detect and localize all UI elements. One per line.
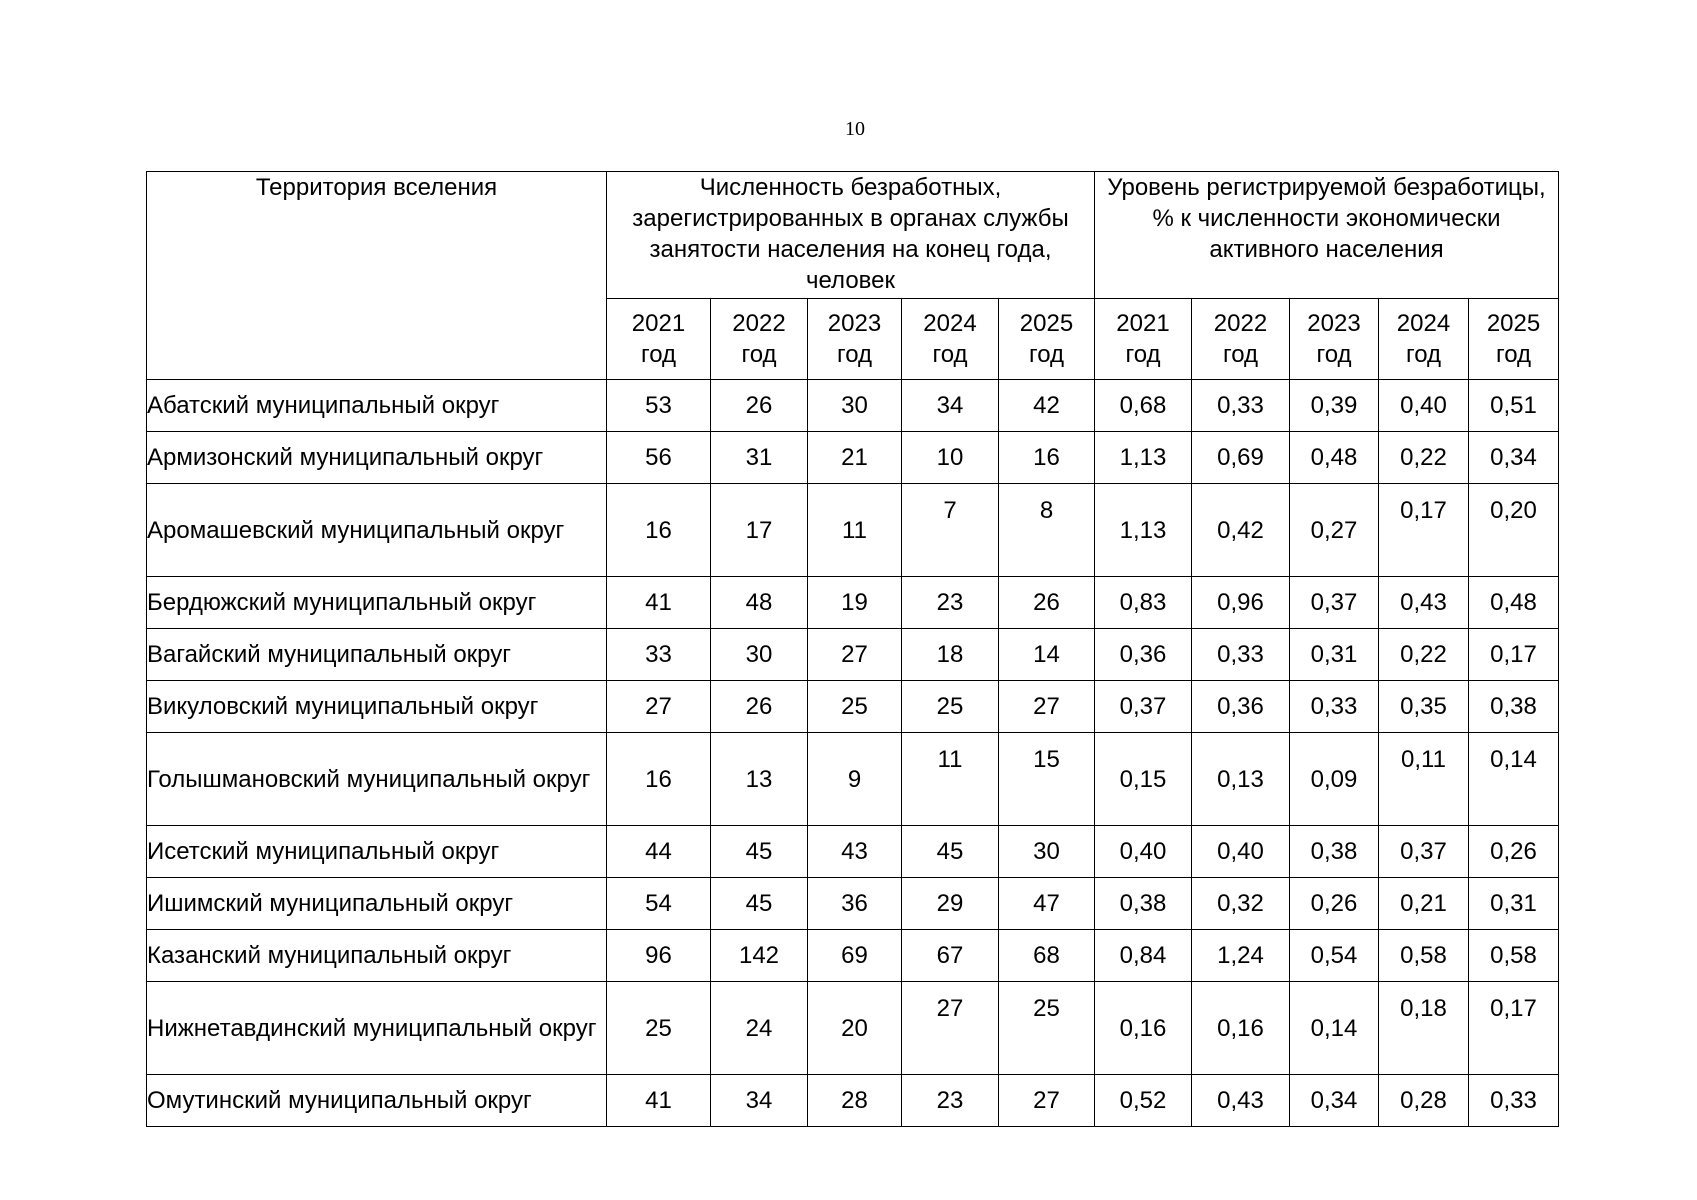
- count-cell-2024: 10: [902, 432, 999, 484]
- count-cell-2024: 11: [902, 733, 999, 826]
- rate-cell-2025: 0,17: [1469, 629, 1559, 681]
- territory-name: Ишимский муниципальный округ: [147, 878, 607, 930]
- territory-name: Голышмановский муниципальный округ: [147, 733, 607, 826]
- table-row: [147, 380, 1559, 432]
- rate-cell-2022: 0,43: [1192, 1075, 1290, 1127]
- count-cell-2024: 67: [902, 930, 999, 982]
- header-rate-year-2023: [1290, 299, 1379, 380]
- count-cell-2022: 30: [711, 629, 808, 681]
- rate-cell-2021: 0,36: [1095, 629, 1192, 681]
- rate-cell-2023: 0,26: [1290, 878, 1379, 930]
- count-cell-2021: 25: [607, 982, 711, 1075]
- year-label: 2025: [1019, 310, 1074, 337]
- count-cell-2021: 16: [607, 484, 711, 577]
- count-cell-2023: 30: [808, 380, 902, 432]
- count-cell-2025: 27: [999, 681, 1095, 733]
- count-cell-2023: 20: [808, 982, 902, 1075]
- rate-cell-2022: 0,32: [1192, 878, 1290, 930]
- rate-cell-2022: 0,96: [1192, 577, 1290, 629]
- table-row: [147, 432, 1559, 484]
- rate-cell-2025: 0,20: [1469, 484, 1559, 577]
- count-cell-2025: 25: [999, 982, 1095, 1075]
- rate-cell-2024: 0,17: [1379, 484, 1469, 577]
- rate-cell-2022: 0,42: [1192, 484, 1290, 577]
- year-unit: год: [1495, 341, 1532, 368]
- header-unemployed-count: Численность безработных, зарегистрированных в органах службы занятости населения на конец года, человек: [607, 172, 1095, 299]
- header-unemployment-rate: Уровень регистрируемой безработицы, % к численности экономически активного населения: [1095, 172, 1559, 299]
- page-number: 10: [845, 118, 865, 140]
- header-row-groups: [147, 172, 1559, 299]
- count-cell-2022: 24: [711, 982, 808, 1075]
- count-cell-2022: 45: [711, 878, 808, 930]
- table-row: [147, 577, 1559, 629]
- table-row: [147, 681, 1559, 733]
- rate-cell-2025: 0,58: [1469, 930, 1559, 982]
- year-unit: год: [1405, 341, 1442, 368]
- rate-cell-2023: 0,33: [1290, 681, 1379, 733]
- year-label: 2022: [1213, 310, 1268, 337]
- count-cell-2025: 30: [999, 826, 1095, 878]
- count-cell-2025: 47: [999, 878, 1095, 930]
- header-count-year-2023: [808, 299, 902, 380]
- territory-name: Бердюжский муниципальный округ: [147, 577, 607, 629]
- count-cell-2023: 9: [808, 733, 902, 826]
- rate-cell-2021: 0,16: [1095, 982, 1192, 1075]
- year-unit: год: [1222, 341, 1259, 368]
- rate-cell-2022: 0,40: [1192, 826, 1290, 878]
- rate-cell-2021: 0,83: [1095, 577, 1192, 629]
- count-cell-2024: 23: [902, 577, 999, 629]
- rate-cell-2025: 0,17: [1469, 982, 1559, 1075]
- count-cell-2022: 17: [711, 484, 808, 577]
- count-cell-2021: 96: [607, 930, 711, 982]
- count-cell-2025: 27: [999, 1075, 1095, 1127]
- rate-cell-2022: 0,69: [1192, 432, 1290, 484]
- rate-cell-2025: 0,14: [1469, 733, 1559, 826]
- count-cell-2024: 34: [902, 380, 999, 432]
- header-rate-year-2021: [1095, 299, 1192, 380]
- rate-cell-2024: 0,21: [1379, 878, 1469, 930]
- count-cell-2022: 26: [711, 380, 808, 432]
- year-unit: год: [741, 341, 777, 368]
- count-cell-2022: 13: [711, 733, 808, 826]
- year-unit: год: [1125, 341, 1161, 368]
- count-cell-2021: 44: [607, 826, 711, 878]
- rate-cell-2022: 0,33: [1192, 629, 1290, 681]
- table-row: [147, 733, 1559, 826]
- year-label: 2023: [1307, 310, 1361, 337]
- year-unit: год: [836, 341, 873, 368]
- rate-cell-2021: 0,84: [1095, 930, 1192, 982]
- count-cell-2021: 41: [607, 577, 711, 629]
- count-cell-2022: 48: [711, 577, 808, 629]
- count-cell-2024: 18: [902, 629, 999, 681]
- count-cell-2023: 28: [808, 1075, 902, 1127]
- rate-cell-2024: 0,58: [1379, 930, 1469, 982]
- rate-cell-2021: 1,13: [1095, 484, 1192, 577]
- rate-cell-2023: 0,39: [1290, 380, 1379, 432]
- count-cell-2022: 34: [711, 1075, 808, 1127]
- count-cell-2025: 15: [999, 733, 1095, 826]
- territory-name: Нижнетавдинский муниципальный округ: [147, 982, 607, 1075]
- territory-name: Аромашевский муниципальный округ: [147, 484, 607, 577]
- header-count-year-2025: [999, 299, 1095, 380]
- table-row: [147, 930, 1559, 982]
- rate-cell-2022: 0,16: [1192, 982, 1290, 1075]
- year-label: 2021: [1116, 310, 1170, 337]
- count-cell-2022: 26: [711, 681, 808, 733]
- count-cell-2024: 45: [902, 826, 999, 878]
- rate-cell-2024: 0,43: [1379, 577, 1469, 629]
- header-rate-year-2025: [1469, 299, 1559, 380]
- year-label: 2024: [923, 310, 977, 337]
- rate-cell-2024: 0,22: [1379, 629, 1469, 681]
- count-cell-2025: 42: [999, 380, 1095, 432]
- count-cell-2023: 21: [808, 432, 902, 484]
- table-row: [147, 826, 1559, 878]
- rate-cell-2023: 0,09: [1290, 733, 1379, 826]
- header-count-year-2022: [711, 299, 808, 380]
- rate-cell-2023: 0,31: [1290, 629, 1379, 681]
- rate-cell-2023: 0,34: [1290, 1075, 1379, 1127]
- count-cell-2025: 14: [999, 629, 1095, 681]
- count-cell-2024: 23: [902, 1075, 999, 1127]
- count-cell-2024: 29: [902, 878, 999, 930]
- rate-cell-2025: 0,48: [1469, 577, 1559, 629]
- header-rate-year-2024: [1379, 299, 1469, 380]
- count-cell-2021: 16: [607, 733, 711, 826]
- territory-name: Викуловский муниципальный округ: [147, 681, 607, 733]
- territory-name: Исетский муниципальный округ: [147, 826, 607, 878]
- rate-cell-2024: 0,35: [1379, 681, 1469, 733]
- count-cell-2024: 7: [902, 484, 999, 577]
- table-row: [147, 982, 1559, 1075]
- year-unit: год: [1028, 341, 1065, 368]
- header-count-year-2021: [607, 299, 711, 380]
- year-unit: год: [640, 341, 677, 368]
- count-cell-2023: 25: [808, 681, 902, 733]
- header-count-year-2024: [902, 299, 999, 380]
- count-cell-2023: 69: [808, 930, 902, 982]
- rate-cell-2024: 0,40: [1379, 380, 1469, 432]
- rate-cell-2022: 0,33: [1192, 380, 1290, 432]
- count-cell-2023: 36: [808, 878, 902, 930]
- rate-cell-2025: 0,31: [1469, 878, 1559, 930]
- count-cell-2024: 25: [902, 681, 999, 733]
- rate-cell-2025: 0,38: [1469, 681, 1559, 733]
- count-cell-2021: 54: [607, 878, 711, 930]
- header-rate-year-2022: [1192, 299, 1290, 380]
- table-row: [147, 629, 1559, 681]
- rate-cell-2023: 0,14: [1290, 982, 1379, 1075]
- count-cell-2025: 8: [999, 484, 1095, 577]
- rate-cell-2024: 0,37: [1379, 826, 1469, 878]
- rate-cell-2023: 0,38: [1290, 826, 1379, 878]
- count-cell-2021: 27: [607, 681, 711, 733]
- rate-cell-2021: 0,52: [1095, 1075, 1192, 1127]
- count-cell-2022: 45: [711, 826, 808, 878]
- rate-cell-2025: 0,51: [1469, 380, 1559, 432]
- rate-cell-2021: 1,13: [1095, 432, 1192, 484]
- rate-cell-2023: 0,37: [1290, 577, 1379, 629]
- rate-cell-2021: 0,15: [1095, 733, 1192, 826]
- year-label: 2025: [1486, 310, 1541, 337]
- count-cell-2021: 56: [607, 432, 711, 484]
- rate-cell-2025: 0,26: [1469, 826, 1559, 878]
- rate-cell-2024: 0,18: [1379, 982, 1469, 1075]
- territory-name: Армизонский муниципальный округ: [147, 432, 607, 484]
- territory-name: Омутинский муниципальный округ: [147, 1075, 607, 1127]
- unemployment-table: [146, 171, 1559, 1127]
- table-body: [147, 380, 1559, 1127]
- rate-cell-2021: 0,68: [1095, 380, 1192, 432]
- rate-cell-2022: 0,13: [1192, 733, 1290, 826]
- count-cell-2023: 27: [808, 629, 902, 681]
- rate-cell-2022: 0,36: [1192, 681, 1290, 733]
- rate-cell-2025: 0,34: [1469, 432, 1559, 484]
- count-cell-2025: 68: [999, 930, 1095, 982]
- table-row: [147, 1075, 1559, 1127]
- rate-cell-2022: 1,24: [1192, 930, 1290, 982]
- count-cell-2021: 53: [607, 380, 711, 432]
- count-cell-2022: 31: [711, 432, 808, 484]
- rate-cell-2023: 0,54: [1290, 930, 1379, 982]
- year-unit: год: [932, 341, 968, 368]
- count-cell-2022: 142: [711, 930, 808, 982]
- count-cell-2023: 19: [808, 577, 902, 629]
- year-label: 2021: [631, 310, 686, 337]
- rate-cell-2021: 0,37: [1095, 681, 1192, 733]
- year-label: 2024: [1396, 310, 1451, 337]
- rate-cell-2024: 0,11: [1379, 733, 1469, 826]
- territory-name: Казанский муниципальный округ: [147, 930, 607, 982]
- rate-cell-2025: 0,33: [1469, 1075, 1559, 1127]
- rate-cell-2021: 0,38: [1095, 878, 1192, 930]
- table-row: [147, 484, 1559, 577]
- count-cell-2021: 33: [607, 629, 711, 681]
- count-cell-2023: 11: [808, 484, 902, 577]
- header-territory: Территория вселения: [147, 172, 607, 380]
- territory-name: Вагайский муниципальный округ: [147, 629, 607, 681]
- territory-name: Абатский муниципальный округ: [147, 380, 607, 432]
- rate-cell-2023: 0,27: [1290, 484, 1379, 577]
- count-cell-2025: 16: [999, 432, 1095, 484]
- rate-cell-2023: 0,48: [1290, 432, 1379, 484]
- rate-cell-2024: 0,28: [1379, 1075, 1469, 1127]
- rate-cell-2021: 0,40: [1095, 826, 1192, 878]
- count-cell-2025: 26: [999, 577, 1095, 629]
- year-label: 2022: [732, 310, 786, 337]
- count-cell-2021: 41: [607, 1075, 711, 1127]
- table-row: [147, 878, 1559, 930]
- count-cell-2023: 43: [808, 826, 902, 878]
- rate-cell-2024: 0,22: [1379, 432, 1469, 484]
- year-unit: год: [1316, 341, 1352, 368]
- year-label: 2023: [827, 310, 882, 337]
- count-cell-2024: 27: [902, 982, 999, 1075]
